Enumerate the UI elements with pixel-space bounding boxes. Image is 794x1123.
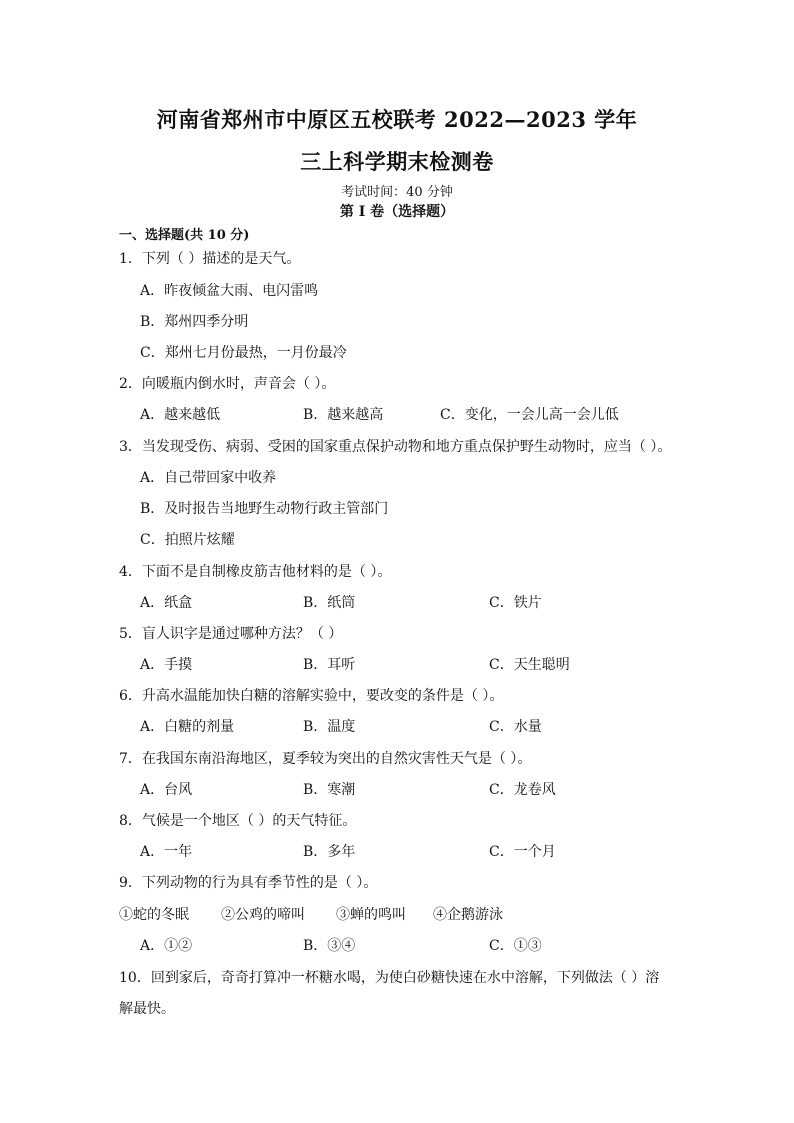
question-4: 4．下面不是自制橡皮筋吉他材料的是（ ）。 <box>119 564 392 580</box>
question-6: 6．升高水温能加快白糖的溶解实验中，要改变的条件是（ ）。 <box>119 688 504 704</box>
question-9: 9．下列动物的行为具有季节性的是（ ）。 <box>119 875 378 891</box>
question-2-option-b: B．越来越高 <box>303 407 384 423</box>
question-1-option-c: C．郑州七月份最热，一月份最冷 <box>140 345 347 361</box>
question-9-option-a: A．①② <box>140 938 193 954</box>
question-10-continuation: 解最快。 <box>119 1001 175 1017</box>
exam-title-line1: 河南省郑州市中原区五校联考 2022—2023 学年 <box>156 107 638 132</box>
question-2: 2．向暖瓶内倒水时，声音会（ ）。 <box>119 376 336 392</box>
question-6-option-b: B．温度 <box>303 719 356 735</box>
question-9-option-b: B．③④ <box>303 938 356 954</box>
question-9-item-3: ③蝉的鸣叫 <box>336 907 406 923</box>
question-3: 3．当发现受伤、病弱、受困的国家重点保护动物和地方重点保护野生动物时，应当（ ）。 <box>119 439 672 455</box>
question-4-option-a: A．纸盒 <box>140 595 193 611</box>
question-8-option-c: C．一个月 <box>489 844 556 860</box>
question-7-option-c: C．龙卷风 <box>489 782 556 798</box>
question-9-item-2: ②公鸡的啼叫 <box>221 907 305 923</box>
question-1-option-b: B．郑州四季分明 <box>140 314 249 330</box>
question-7: 7．在我国东南沿海地区，夏季较为突出的自然灾害性天气是（ ）。 <box>119 751 532 767</box>
question-4-option-b: B．纸筒 <box>303 595 356 611</box>
question-8: 8．气候是一个地区（ ）的天气特征。 <box>119 813 357 829</box>
question-8-option-a: A．一年 <box>140 844 193 860</box>
question-7-option-a: A．台风 <box>140 782 193 798</box>
question-9-item-1: ①蛇的冬眠 <box>119 907 189 923</box>
question-9-option-c: C．①③ <box>489 938 542 954</box>
question-1-option-a: A．昨夜倾盆大雨、电闪雷鸣 <box>140 283 319 299</box>
question-5-option-c: C．天生聪明 <box>489 657 570 673</box>
question-8-option-b: B．多年 <box>303 844 356 860</box>
question-6-option-a: A．白糖的剂量 <box>140 719 235 735</box>
question-10: 10．回到家后，奇奇打算冲一杯糖水喝，为使白砂糖快速在水中溶解，下列做法（ ）溶 <box>119 970 660 986</box>
question-4-option-c: C．铁片 <box>489 595 542 611</box>
exam-title-line2: 三上科学期末检测卷 <box>300 149 494 174</box>
question-5-option-a: A．手摸 <box>140 657 193 673</box>
section-heading: 一、选择题(共 10 分) <box>119 228 250 243</box>
question-9-item-4: ④企鹅游泳 <box>433 907 503 923</box>
question-5-option-b: B．耳听 <box>303 657 356 673</box>
question-3-option-b: B．及时报告当地野生动物行政主管部门 <box>140 501 389 517</box>
volume-heading: 第 I 卷（选择题） <box>339 204 455 220</box>
question-1: 1．下列（ ）描述的是天气。 <box>119 251 301 267</box>
question-5: 5．盲人识字是通过哪种方法？（ ） <box>119 626 343 642</box>
question-3-option-c: C．拍照片炫耀 <box>140 532 235 548</box>
question-3-option-a: A．自己带回家中收养 <box>140 470 277 486</box>
question-2-option-a: A．越来越低 <box>140 407 221 423</box>
question-6-option-c: C．水量 <box>489 719 542 735</box>
question-2-option-c: C．变化，一会儿高一会儿低 <box>440 407 619 423</box>
question-7-option-b: B．寒潮 <box>303 782 356 798</box>
exam-time: 考试时间：40 分钟 <box>341 185 453 200</box>
